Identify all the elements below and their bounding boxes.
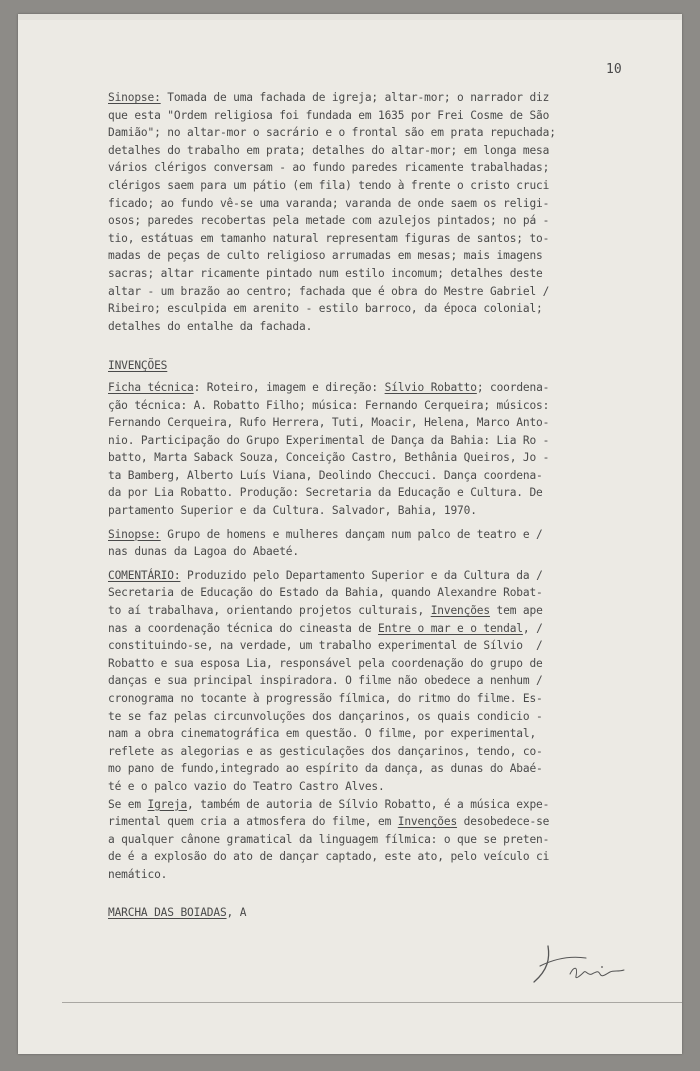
comentario-paragraph: COMENTÁRIO: Produzido pelo Departamento Superior e da Cultura da / Secretaria de Educação do Estado da Bahia, quando Alexandre Robat- to aí trabalhava, orientando projetos culturais, Invenções tem ape nas a coordenação técnica do cineasta de Entre o mar e o tendal, / constituindo-se, na verdade, um trabalho experimental de Sílvio / Robatto e sua esposa Lia, responsável pela coordenação do grupo de danças e sua principal inspiradora. O filme não obedece a nenhum / cronograma no tocante à progressão fílmica, do ritmo do filme. Es- te se faz pelas circunvoluções dos dançarinos, os quais condicio - nam a obra cinematográfica em questão. O filme, por experimental, reflete as alegorias e as gesticulações dos dançarinos, tendo, co- mo pano de fundo,integrado ao espírito da dança, as dunas do Abaé- té e o palco vazio do Teatro Castro Alves. Se em Igreja, também de autoria de Sílvio Robatto, é a música expe- rimental quem cria a atmosfera do filme, em Invenções desobedece-se a qualquer cânone gramatical da linguagem fílmica: o que se preten- de é a explosão do ato de dançar captado, este ato, pelo veículo ci nemático. — [108, 568, 550, 881]
bottom-rule — [62, 1002, 682, 1003]
ficha-tecnica-paragraph: Ficha técnica: Roteiro, imagem e direção: Sílvio Robatto; coordena- ção técnica: A. Robatto Filho; música: Fernando Cerqueira; músicos: Fernando Cerqueira, Rufo Herrera, Tuti, Moacir, Helena, Marco Anto- nio. Participação do Grupo Experimental de Dança da Bahia: Lia Ro - batto, Marta Saback Souza, Conceição Castro, Bethânia Queiros, Jo - ta Bamberg, Alberto Luís Viana, Deolindo Checcuci. Dança coordena- da por Lia Robatto. Produção: Secretaria da Educação e Cultura. De partamento Superior e da Cultura. Salvador, Bahia, 1970. — [108, 380, 550, 518]
handwritten-signature — [526, 936, 636, 988]
film-reference-entre-o-mar: Entre o mar e o tendal — [378, 621, 523, 635]
sinopse-label: Sinopse: — [108, 91, 161, 104]
next-entry-title: MARCHA DAS BOIADAS — [108, 905, 227, 919]
next-entry: MARCHA DAS BOIADAS, A — [108, 905, 247, 919]
film-title-invencoes: INVENÇÕES — [108, 359, 168, 373]
document-page — [18, 14, 682, 1054]
ficha-tecnica-label: Ficha técnica — [108, 380, 194, 394]
film-reference-invencoes: Invenções — [430, 604, 490, 618]
sinopse-paragraph: Sinopse: Tomada de uma fachada de igreja; altar-mor; o narrador diz que esta "Ordem religiosa foi fundada em 1635 por Frei Cosme de São Damião"; no altar-mor o sacrário e o frontal são em prata repuchada; detalhes do trabalho em prata; detalhes do altar-mor; em longa mesa vários clérigos conversam - ao fundo paredes ricamente trabalhadas; clérigos saem para um pátio (em fila) tendo à frente o cristo cruci ficado; ao fundo vê-se uma varanda; varanda de onde saem os religi- osos; paredes recobertas pela metade com azulejos pintados; no pá - tio, estátuas em tamanho natural representam figuras de santos; to- madas de peças de culto religioso arrumadas em mesas; mais imagens sacras; altar ricamente pintado num estilo incomum; detalhes deste altar - um brazão ao centro; fachada que é obra do Mestre Gabriel / Ribeiro; esculpida em arenito - estilo barroco, da época colonial; detalhes do entalhe da fachada. — [108, 91, 556, 333]
document-body — [108, 89, 628, 921]
sinopse-paragraph-invencoes: Sinopse: Grupo de homens e mulheres dançam num palco de teatro e / nas dunas da Lagoa do Abaeté. — [108, 527, 543, 559]
director-name: Sílvio Robatto — [384, 380, 477, 394]
sinopse-label-2: Sinopse: — [108, 527, 161, 541]
page-number: 10 — [606, 62, 622, 77]
comentario-label: COMENTÁRIO: — [108, 568, 181, 582]
film-reference-igreja: Igreja — [147, 797, 188, 811]
film-reference-invencoes-2: Invenções — [397, 815, 458, 829]
